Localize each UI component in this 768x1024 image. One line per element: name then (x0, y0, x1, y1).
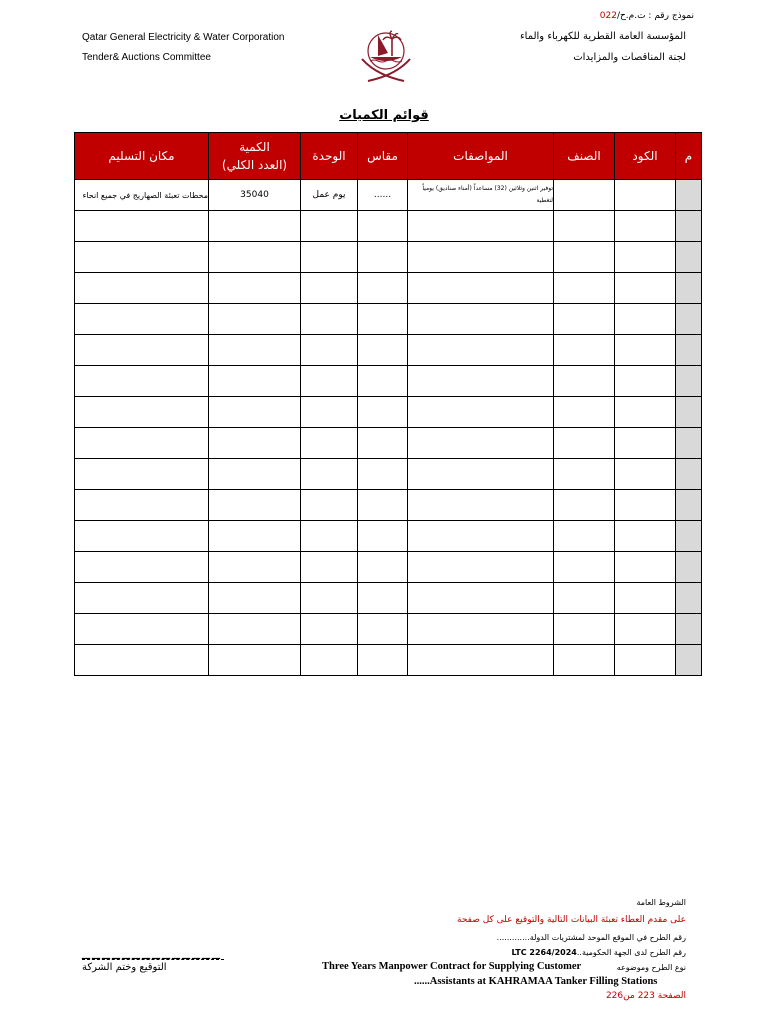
org-name-ar: المؤسسة العامة القطرية للكهرباء والماء (519, 31, 686, 42)
table-row (75, 242, 702, 273)
tender-subject-line1: Three Years Manpower Contract for Supplying Customer (322, 961, 582, 972)
unit-cell: يوم عمل (301, 180, 358, 211)
quantity-cell: 35040 (209, 180, 301, 211)
form-number-label: نموذج رقم : ت.م.ح/ (616, 11, 694, 21)
table-row (75, 366, 702, 397)
gov-tender-number-value: LTC 2264/2024 (511, 948, 577, 957)
col-header-code: الكود (615, 133, 676, 180)
table-row (75, 552, 702, 583)
size-cell: ...... (358, 180, 408, 211)
index-cell (676, 180, 702, 211)
signature-line: ______________ (82, 940, 222, 959)
table-row (75, 180, 702, 211)
unified-tender-number: رقم الطرح في الموقع الموحد لمشتريات الدولة............. (496, 933, 686, 942)
page-number-label: الصفحة (657, 991, 686, 1001)
table-row (75, 583, 702, 614)
table-row (75, 521, 702, 552)
page-number-of: من (623, 991, 635, 1001)
gov-tender-number-label: رقم الطرح لدى الجهة الحكومية.. (576, 948, 686, 957)
code-cell (615, 180, 676, 211)
page-number-current: 223 (637, 991, 655, 1001)
signature-label: التوقيع وختم الشركة (82, 962, 167, 973)
table-row (75, 397, 702, 428)
terms-title: الشروط العامة (636, 898, 686, 907)
col-header-category: الصنف (554, 133, 615, 180)
form-number-code: 022 (599, 11, 617, 21)
org-name-en: Qatar General Electricity & Water Corporation (82, 32, 285, 43)
col-header-unit: الوحدة (301, 133, 358, 180)
committee-name-en: Tender& Auctions Committee (82, 52, 211, 63)
gov-tender-number (512, 948, 686, 957)
table-row (75, 273, 702, 304)
form-number (600, 11, 694, 21)
quantities-table (74, 132, 702, 676)
col-header-specs: المواصفات (408, 133, 554, 180)
table-row (75, 211, 702, 242)
col-header-index: م (676, 133, 702, 180)
col-header-size: مقاس (358, 133, 408, 180)
table-row (75, 459, 702, 490)
table-row (75, 614, 702, 645)
table-row (75, 304, 702, 335)
tender-subject-line2: ......Assistants at KAHRAMAA Tanker Filling Stations (414, 976, 658, 987)
location-cell: محطات تعبئة الصهاريج في جميع انحاء (75, 180, 209, 211)
committee-name-ar: لجنة المناقصات والمزايدات (573, 52, 686, 63)
table-row (75, 335, 702, 366)
col-header-quantity-line2: (العدد الكلي) (221, 158, 288, 172)
col-header-location: مكان التسليم (75, 133, 209, 180)
table-row (75, 645, 702, 676)
tender-subject-label: نوع الطرح وموضوعه (616, 963, 686, 972)
table-row (75, 428, 702, 459)
specs-cell: توفير اثنين وثلاثين (32) مساعداً (أمناء صناديق) يومياً لتغطية (408, 180, 554, 211)
table-row (75, 490, 702, 521)
qatar-emblem-icon (358, 25, 414, 83)
col-header-quantity-line1: الكمية (239, 140, 270, 154)
col-header-quantity (209, 133, 301, 180)
terms-instruction: على مقدم العطاء تعبئة البيانات التالية والتوقيع على كل صفحة (457, 915, 686, 925)
page-number-total: 226 (605, 991, 624, 1001)
page-number (606, 991, 686, 1001)
table-header-row (75, 133, 702, 180)
page-title: قوائم الكميات (339, 108, 429, 123)
category-cell (554, 180, 615, 211)
